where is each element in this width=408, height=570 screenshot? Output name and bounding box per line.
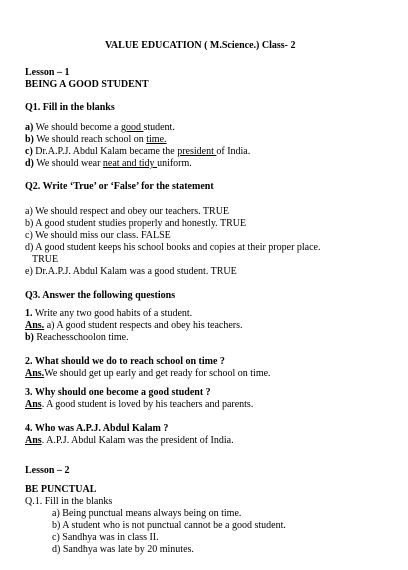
q3-answer-2	[25, 368, 271, 380]
answer-text: Reachesschoolon time.	[33, 332, 129, 343]
answer-label: Ans	[25, 435, 42, 446]
q2-item-d: d) A good student keeps his school books and copies at their proper place.	[25, 242, 321, 253]
lesson2-heading: Lesson – 2	[25, 465, 70, 476]
q3-question-2: 2. What should we do to reach school on time ?	[25, 356, 225, 367]
q3-answer-4	[25, 435, 234, 447]
q3-heading: Q3. Answer the following questions	[25, 290, 176, 301]
answer-label: Ans	[25, 399, 42, 410]
q1-item-a	[25, 122, 175, 134]
item-text: We should become a	[33, 122, 121, 133]
question-text: Write any two good habits of a student.	[32, 308, 193, 319]
q3-question-4: 4. Who was A.P.J. Abdul Kalam ?	[25, 423, 169, 434]
lesson2-item-b: b) A student who is not punctual cannot be a good student.	[52, 520, 286, 531]
q1-heading: Q1. Fill in the blanks	[25, 102, 115, 113]
lesson2-q1-heading: Q.1. Fill in the blanks	[25, 496, 113, 507]
q2-item-c: c) We should miss our class. FALSE	[25, 230, 171, 241]
q3-answer-1b	[25, 332, 129, 344]
item-text: uniform.	[157, 158, 192, 169]
item-text: of India.	[216, 146, 251, 157]
lesson2-item-c: c) Sandhya was in class II.	[52, 532, 159, 543]
document-title: VALUE EDUCATION ( M.Science.) Class- 2	[105, 40, 296, 51]
lesson1-title: BEING A GOOD STUDENT	[25, 79, 149, 90]
answer-label: Ans.	[25, 320, 45, 331]
item-text: We should wear	[33, 158, 103, 169]
q3-question-1	[25, 308, 192, 320]
q1-item-d	[25, 158, 192, 170]
q2-heading: Q2. Write ‘True’ or ‘False’ for the statement	[25, 181, 214, 192]
q3-answer-1a	[25, 320, 242, 332]
lesson2-item-d: d) Sandhya was late by 20 minutes.	[52, 544, 194, 555]
item-answer: president	[177, 146, 217, 157]
answer-text: We should get up early and get ready for school on time.	[44, 368, 271, 379]
answer-tag: b)	[25, 332, 34, 343]
q3-answer-3	[25, 399, 253, 411]
item-answer: good	[120, 122, 144, 133]
item-answer: time.	[146, 134, 167, 145]
item-text: Dr.A.P.J. Abdul Kalam became the	[32, 146, 178, 157]
item-tag: b)	[25, 134, 34, 145]
answer-label: Ans.	[25, 368, 45, 379]
q2-item-b: b) A good student studies properly and honestly. TRUE	[25, 218, 247, 229]
lesson2-title: BE PUNCTUAL	[25, 484, 97, 495]
item-tag: c)	[25, 146, 33, 157]
q1-item-c	[25, 146, 250, 158]
q1-item-b	[25, 134, 167, 146]
q2-item-e: e) Dr.A.P.J. Abdul Kalam was a good student. TRUE	[25, 266, 237, 277]
q3-question-3: 3. Why should one become a good student ?	[25, 387, 211, 398]
lesson1-heading: Lesson – 1	[25, 67, 70, 78]
answer-text: . A.P.J. Abdul Kalam was the president of India.	[41, 435, 234, 446]
question-number: 1.	[25, 308, 33, 319]
item-text: student.	[143, 122, 175, 133]
answer-text: A good student respects and obey his teachers.	[54, 320, 243, 331]
item-tag: a)	[25, 122, 34, 133]
item-tag: d)	[25, 158, 34, 169]
answer-tag: a)	[44, 320, 55, 331]
answer-text: . A good student is loved by his teachers and parents.	[41, 399, 254, 410]
q2-item-d-answer: TRUE	[32, 254, 59, 265]
lesson2-item-a: a) Being punctual means always being on time.	[52, 508, 242, 519]
item-text: We should reach school on	[33, 134, 147, 145]
q2-item-a: a) We should respect and obey our teachers. TRUE	[25, 206, 230, 217]
item-answer: neat and tidy	[102, 158, 158, 169]
